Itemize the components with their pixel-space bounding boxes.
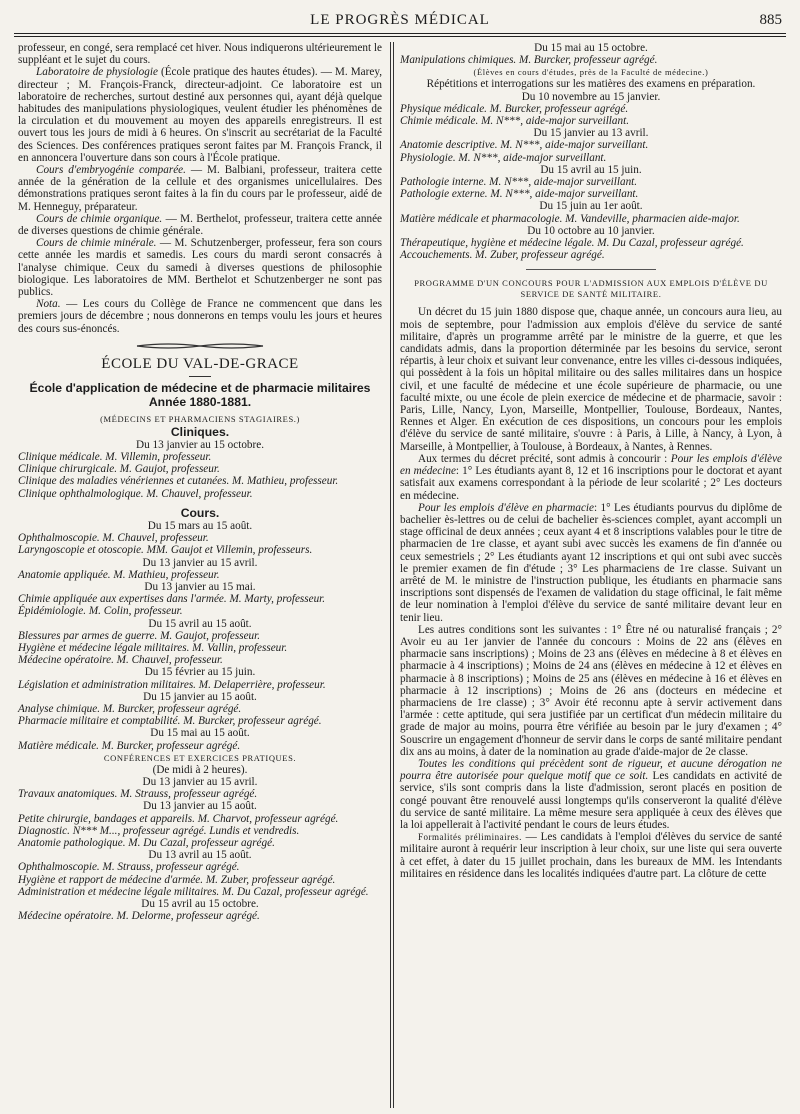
date-range: Du 10 octobre au 10 janvier. [527,224,655,237]
course-item: Diagnostic. N*** M..., professeur agrégé. Lundis et vendredis. [18,824,300,837]
paragraph [400,831,782,880]
paragraph-text: — Les candidats à l'emploi d'élèves du service de santé militaire auront à requérir leur inscription à leur choix, sur une liste qui sera ouverte à cet effet, à dater du 15 juillet prochain, dans les bureaux de MM. les Intendants militaires en résidence dans les localités indiquées d'autre part. La clôture de cette [400,831,782,880]
course-item: Médecine opératoire. M. Chauvel, professeur. [18,654,223,667]
hours-note: (De midi à 2 heures). [152,763,248,776]
paragraph: Un décret du 15 juin 1880 dispose que, chaque année, un concours aura lieu, au mois de septembre, pour l'admission aux emplois d'élève du service de santé militaire, d'après un programme arrêté par le ministre de la guerre, et que les candidats admis, dans la proportion déterminée par les besoins du service, seront répartis, à leur choix et suivant leur convenance, entre les villes ci-dessous indiquées, qui possèdent à la fois un hôpital militaire ou des salles militaires dans un hospice civil, et une faculté de médecine et une école supérieure de pharmacie, ou une faculté mixte, ou une école de plein exercice de médecine et de pharmacie, savoir : Paris, Lille, Nancy, Lyon, Marseille, Montpellier, Toulouse, Bordeaux, Nantes, Rennes et Alger. En exécution de ces dispositions, un concours pour les emplois d'élève du service de santé militaire, s'ouvre : à Paris, à Lille, à Nancy, à Lyon, à Marseille, à Montpellier, à Toulouse, à Bordeaux, à Nantes, à Rennes. [400,306,782,453]
course-item: Laryngoscopie et otoscopie. MM. Gaujot et Villemin, professeurs. [18,544,313,557]
header-rule-double [14,36,786,37]
conferences-heading: CONFÉRENCES ET EXERCICES PRATIQUES. [103,752,297,763]
date-range: Du 15 février au 15 juin. [144,666,256,679]
paragraph [18,298,382,335]
course-item: Chimie appliquée aux expertises dans l'armée. M. Marty, professeur. [18,593,326,606]
course-item: Clinique ophthalmologique. M. Chauvel, professeur. [18,487,253,500]
date-range: Du 13 janvier au 15 octobre. [136,438,264,451]
date-range: Du 15 mai au 15 octobre. [534,42,648,54]
course-label: Cours de chimie minérale. [36,237,157,250]
formalites-label: Formalités préliminaires. [418,832,522,843]
paragraph-text: — M. Berthelot, professeur, traitera cette année de diverses questions de chimie générale. [18,212,383,238]
emploi-label: Pour les emplois d'élève en médecine [400,452,783,478]
course-item: Accouchements. M. Zuber, professeur agrégé. [400,249,605,262]
column-divider-double [393,42,394,1108]
ornament-divider [135,341,265,351]
date-range: Du 15 juin au 1er août. [539,200,643,213]
column-divider [390,42,391,1108]
date-range: Du 15 mars au 15 août. [147,519,253,532]
course-item: Épidémiologie. M. Colin, professeur. [18,605,183,618]
course-item: Anatomie appliquée. M. Mathieu, professeur. [18,568,220,581]
course-item: Matière médicale et pharmacologie. M. Vandeville, pharmacien aide-major. [400,212,740,225]
right-column [400,42,782,880]
course-item: Pathologie interne. M. N***, aide-major surveillant. [400,176,638,189]
course-item: Pathologie externe. M. N***, aide-major surveillant. [400,188,639,201]
course-item: Analyse chimique. M. Burcker, professeur agrégé. [18,702,242,715]
paragraph-text: : 1° Les étudiants ayant 8, 12 et 16 inscriptions pour le doctorat et ayant satisfait aux examens correspondant à la période de leur scolarité ; 2° Les docteurs en médecine. [400,465,783,502]
course-item: Hygiène et rapport de médecine d'armée. M. Zuber, professeur agrégé. [18,873,336,886]
course-item: Hygiène et médecine légale militaires. M. Vallin, professeur. [18,641,288,654]
course-label: Cours d'embryogénie comparée. [36,164,186,177]
course-item: Clinique des maladies vénériennes et cutanées. M. Mathieu, professeur. [18,475,339,488]
date-range: Du 13 janvier au 15 avril. [142,556,258,569]
date-range: Du 13 janvier au 15 août. [143,800,257,813]
course-item: Physiologie. M. N***, aide-major surveillant. [400,151,607,164]
course-item: Petite chirurgie, bandages et appareils. M. Charvot, professeur agrégé. [18,812,339,825]
paragraph: Les autres conditions sont les suivantes : 1° Être né ou naturalisé français ; 2° Avoir eu au 1er janvier de l'année du concours : Moins de 22 ans (élèves en pharmacie sans inscriptions) ; Moins de 23 ans (élèves en médecine à 8 et élèves en pharmacie à 4 inscriptions) ; Moins de 24 ans (élèves en médecine à 12 et élèves en pharmacie à 8 inscriptions) ; Moins de 25 ans (élèves en médecine à 16 et élèves en pharmacie à 12 inscriptions) ; Moins de 26 ans (docteurs en médecine et pharmaciens de 1re classe) ; 3° Avoir été reconnu apte à servir activement dans l'armée : cette aptitude, qui sera justifiée par un certificat d'un médecin militaire du grade de major au moins, pourra être vérifiée au besoin par le jury d'examen ; 4° Souscrire un engagement d'honneur de servir dans le corps de santé militaire pendant dix ans au moins, à dater de la nomination au grade d'aide-major de 2e classe. [400,623,782,758]
course-label: Cours de chimie organique. [36,212,163,225]
subsection-heading: École d'application de médecine et de pharmacie militaires Année 1880-1881. [29,380,371,409]
course-item: Clinique médicale. M. Villemin, professeur. [18,451,212,464]
paragraph [18,237,382,298]
paragraph-text: — Les cours du Collège de France ne commencent que dans les premiers jours de décembre ; nous donnerons en temps voulu les jours et heures des cours sus-énoncés. [18,298,383,335]
paragraph-text: — M. Balbiani, professeur, traitera cette année de la génération de la cellule et des organismes unicellulaires. Des démonstrations pratiques seront faites à la fin du cours par le professeur, aidé de M. Henneguy, préparateur. [18,164,383,213]
course-item: Chimie médicale. M. N***, aide-major surveillant. [400,115,629,128]
course-item: Pharmacie militaire et comptabilité. M. Burcker, professeur agrégé. [18,715,322,728]
date-range: Du 13 avril au 15 août. [148,849,252,862]
program-heading: PROGRAMME D'UN CONCOURS POUR L'ADMISSION AUX EMPLOIS D'ÉLÈVE DU SERVICE DE SANTÉ MILITAIRE. [414,278,768,300]
page-header [14,12,786,32]
course-item: Physique médicale. M. Burcker, professeur agrégé. [400,102,629,115]
students-note: (Élèves en cours d'études, près de la Faculté de médecine.) [473,67,709,78]
repetitions-note: Répétitions et interrogations sur les matières des examens en préparation. [426,78,756,91]
course-item: Blessures par armes de guerre. M. Gaujot, professeur. [18,629,261,642]
paragraph [18,213,382,237]
date-range: Du 15 janvier au 13 avril. [533,127,649,140]
nota-label: Nota. [36,298,61,311]
course-item: Ophthalmoscopie. M. Chauvel, professeur. [18,532,209,545]
course-item: Thérapeutique, hygiène et médecine légale. M. Du Cazal, professeur agrégé. [400,237,744,250]
course-item: Anatomie descriptive. M. N***, aide-major surveillant. [400,139,649,152]
date-range: Du 15 avril au 15 juin. [540,163,642,176]
course-item: Législation et administration militaires. M. Delaperrière, professeur. [18,678,326,691]
course-item: Médecine opératoire. M. Delorme, professeur agrégé. [18,910,260,923]
short-rule [189,376,211,377]
left-column [18,42,382,922]
cours-heading: Cours. [180,505,220,520]
cliniques-heading: Cliniques. [170,424,230,439]
course-item: Ophthalmoscopie. M. Strauss, professeur agrégé. [18,861,240,874]
journal-title: LE PROGRÈS MÉDICAL [310,12,490,28]
header-rule [14,33,786,34]
course-item: Manipulations chimiques. M. Burcker, professeur agrégé. [400,54,658,67]
paragraph [18,66,382,164]
paragraph-text: : 1° Les étudiants pourvus du diplôme de bachelier ès-lettres ou de celui de bachelier ès-sciences complet, ayant accompli un stage officinal de deux années ; ceux ayant 4 et 8 inscriptions valables pour le titre de pharmacien de 1re classe, et ayant subi avec succès les examens de fin d'année ou ceux semestriels ; 2° Les étudiants ayant 12 inscriptions et qui ont subi avec succès le premier examen de fin d'étude ; 3° Les pharmaciens de 1re classe. Suivant un arrêté de M. le ministre de l'instruction publique, les étudiants en pharmacie sans inscriptions sont dispensés de l'examen de validation du stage officinal, le fait même de leur nomination à l'emploi d'élève du service de santé militaire devant leur en tenir lieu. [400,501,783,624]
paragraph-text: (École pratique des hautes études). — M. Marey, directeur ; M. François-Franck, directeur-adjoint. Ce laboratoire est un laboratoire de recherches, surtout destiné aux personnes qui, ayant déjà quelque habitudes des manipulations physiologiques, veulent étudier les phénomènes de la circulation et du mouvement au moyen des appareils enregistreurs. Il est ouvert tous les jours de midi à 6 heures. On s'inscrit au secrétariat de la Faculté des Sciences. Des conférences pratiques seront faites par M. François Franck, il en annoncera l'ouverture dans son cours à l'École pratique. [18,66,382,164]
paragraph [18,164,382,213]
date-range: Du 15 avril au 15 août. [148,617,252,630]
date-range: Du 13 janvier au 15 avril. [142,775,258,788]
stagiaires-note: (MÉDECINS ET PHARMACIENS STAGIAIRES.) [100,413,300,424]
paragraph: professeur, en congé, sera remplacé cet hiver. Nous indiquerons ultérieurement le suppléant et le sujet du cours. [18,42,382,67]
paragraph [400,758,782,831]
course-item: Administration et médecine légale militaires. M. Du Cazal, professeur agrégé. [18,885,369,898]
date-range: Du 13 janvier au 15 mai. [144,580,256,593]
course-item: Clinique chirurgicale. M. Gaujot, professeur. [18,463,220,476]
date-range: Du 15 mai au 15 août. [150,727,250,740]
page-number: 885 [759,12,782,28]
course-item: Anatomie pathologique. M. Du Cazal, professeur agrégé. [18,836,275,849]
date-range: Du 10 novembre au 15 janvier. [521,90,661,103]
section-heading: ÉCOLE DU VAL-DE-GRACE [101,355,299,372]
date-range: Du 15 janvier au 15 août. [143,690,257,703]
paragraph-text: Les candidats en activité de service, s'ils sont compris dans la liste d'admission, seront placés en position de congé pouvant être renouvelé aussi longtemps qu'ils conserveront la qualité d'élève du service de santé militaire. La même mesure sera appliquée à ceux des élèves que la loi appellerait à l'activité pendant le cours de leurs études. [400,770,782,831]
paragraph [400,453,782,502]
course-item: Travaux anatomiques. M. Strauss, professeur agrégé. [18,788,258,801]
section-rule [526,269,656,270]
course-item: Matière médicale. M. Burcker, professeur agrégé. [18,739,241,752]
paragraph-text: — M. Schutzenberger, professeur, fera son cours cette année les mardis et samedis. Les cours du mardi seront consacrés à l'analyse chimique. Ceux du samedi à diverses questions de philosophie biologique. Les laboratoires de MM. Berthelot et Schutzenberger ne sont pas publics. [18,237,382,299]
paragraph-text: Aux termes du décret précité, sont admis à concourir : [418,452,668,465]
paragraph [400,502,782,624]
rigueur-note: Toutes les conditions qui précèdent sont de rigueur, et aucune dérogation ne pourra être autorisée pour quelque motif que ce soit. [400,757,782,783]
emploi-label: Pour les emplois d'élève en pharmacie [418,501,594,514]
date-range: Du 15 avril au 15 octobre. [141,897,259,910]
lab-label: Laboratoire de physiologie [36,66,158,79]
